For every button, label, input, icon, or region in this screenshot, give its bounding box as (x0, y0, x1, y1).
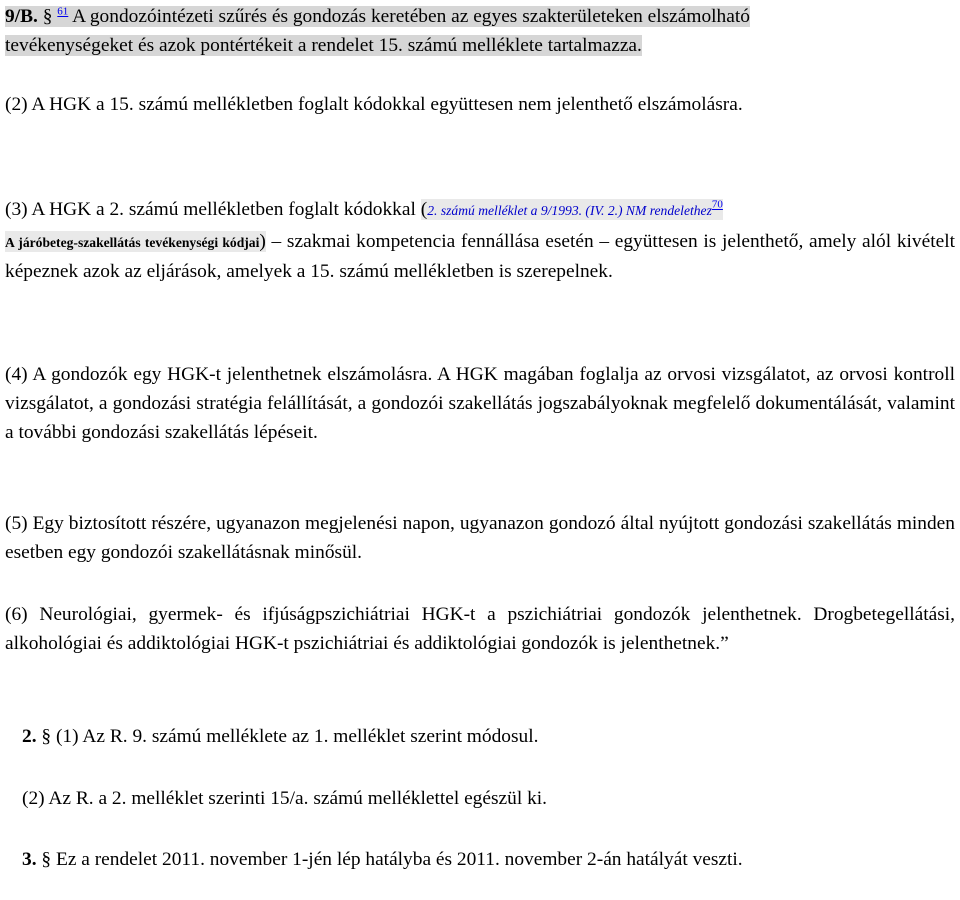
paragraph-3-text-b: – szakmai kompetencia fennállása esetén – együttesen is jelenthető, amely alól kivételt képeznek azok az eljárások, amelyek a 15. számú mellékletben is szerepelnek. (5, 231, 955, 282)
section-number: 9/B. (5, 6, 38, 27)
section-3-text: Ez a rendelet 2011. november 1-jén lép hatályba és 2011. november 2-án hatályát veszti. (55, 849, 743, 870)
footnote-link-70[interactable]: 70 (711, 198, 723, 211)
paragraph-5 (5, 509, 955, 567)
section-3 (5, 845, 955, 874)
reference-tail-text: A járóbeteg-szakellátás tevékenységi kódjai (5, 235, 260, 250)
paragraph-2 (5, 90, 955, 119)
paragraph-3-body (5, 227, 955, 286)
paragraph-2-2-text: (2) Az R. a 2. melléklet szerinti 15/a. számú melléklettel egészül ki. (22, 788, 547, 809)
reference-block (421, 199, 723, 220)
paragraph-3-text-a: (3) A HGK a 2. számú mellékletben foglalt kódokkal (5, 199, 416, 220)
paragraph-9b-text-a: A gondozóintézeti szűrés és gondozás keretében az egyes szakterületeken elszámolható (72, 6, 750, 27)
section-3-number: 3. (22, 849, 37, 870)
paragraph-sign-3: § (41, 849, 52, 870)
paragraph-9b-text-b: tevékenységeket és azok pontértékeit a rendelet 15. számú melléklete tartalmazza. (5, 35, 642, 56)
paren-close: ) (259, 231, 266, 252)
paragraph-9b (5, 2, 955, 60)
paragraph-6-text: (6) Neurológiai, gyermek- és ifjúságpszichiátriai HGK-t a pszichiátriai gondozók jelenthetnek. Drogbetegellátási, alkohológiai és addiktológiai HGK-t pszichiátriai és addiktológiai gondozók is jelenthetnek.” (5, 604, 955, 654)
footnote-link-61[interactable]: 61 (57, 5, 69, 18)
paragraph-sign: § (42, 6, 53, 27)
paragraph-6 (5, 600, 955, 658)
paragraph-4 (5, 360, 955, 447)
reference-link[interactable]: 2. számú melléklet a 9/1993. (IV. 2.) NM rendelethez (427, 203, 712, 218)
paragraph-2-text: (2) A HGK a 15. számú mellékletben foglalt kódokkal együttesen nem jelenthető elszámolásra. (5, 94, 743, 115)
paragraph-4-text: (4) A gondozók egy HGK-t jelenthetnek elszámolásra. A HGK magában foglalja az orvosi vizsgálatot, az orvosi kontroll vizsgálatot, a gondozási stratégia felállítását, a gondozói szakellátás jogszabályoknak megfelelő dokumentálását, valamint a további gondozási szakellátás lépéseit. (5, 364, 955, 443)
paren-open: ( (420, 199, 428, 220)
section-2 (22, 722, 952, 751)
reference-tail (5, 231, 266, 252)
section-2-text: (1) Az R. 9. számú melléklete az 1. melléklet szerint módosul. (55, 726, 539, 747)
section-2-number: 2. (22, 726, 37, 747)
paragraph-sign-2: § (41, 726, 52, 747)
paragraph-5-text: (5) Egy biztosított részére, ugyanazon megjelenési napon, ugyanazon gondozó által nyújtott gondozási szakellátás minden esetben egy gondozói szakellátásnak minősül. (5, 513, 955, 563)
paragraph-2-2 (22, 784, 952, 813)
paragraph-3-head (5, 195, 955, 225)
highlight-9b (5, 6, 750, 56)
